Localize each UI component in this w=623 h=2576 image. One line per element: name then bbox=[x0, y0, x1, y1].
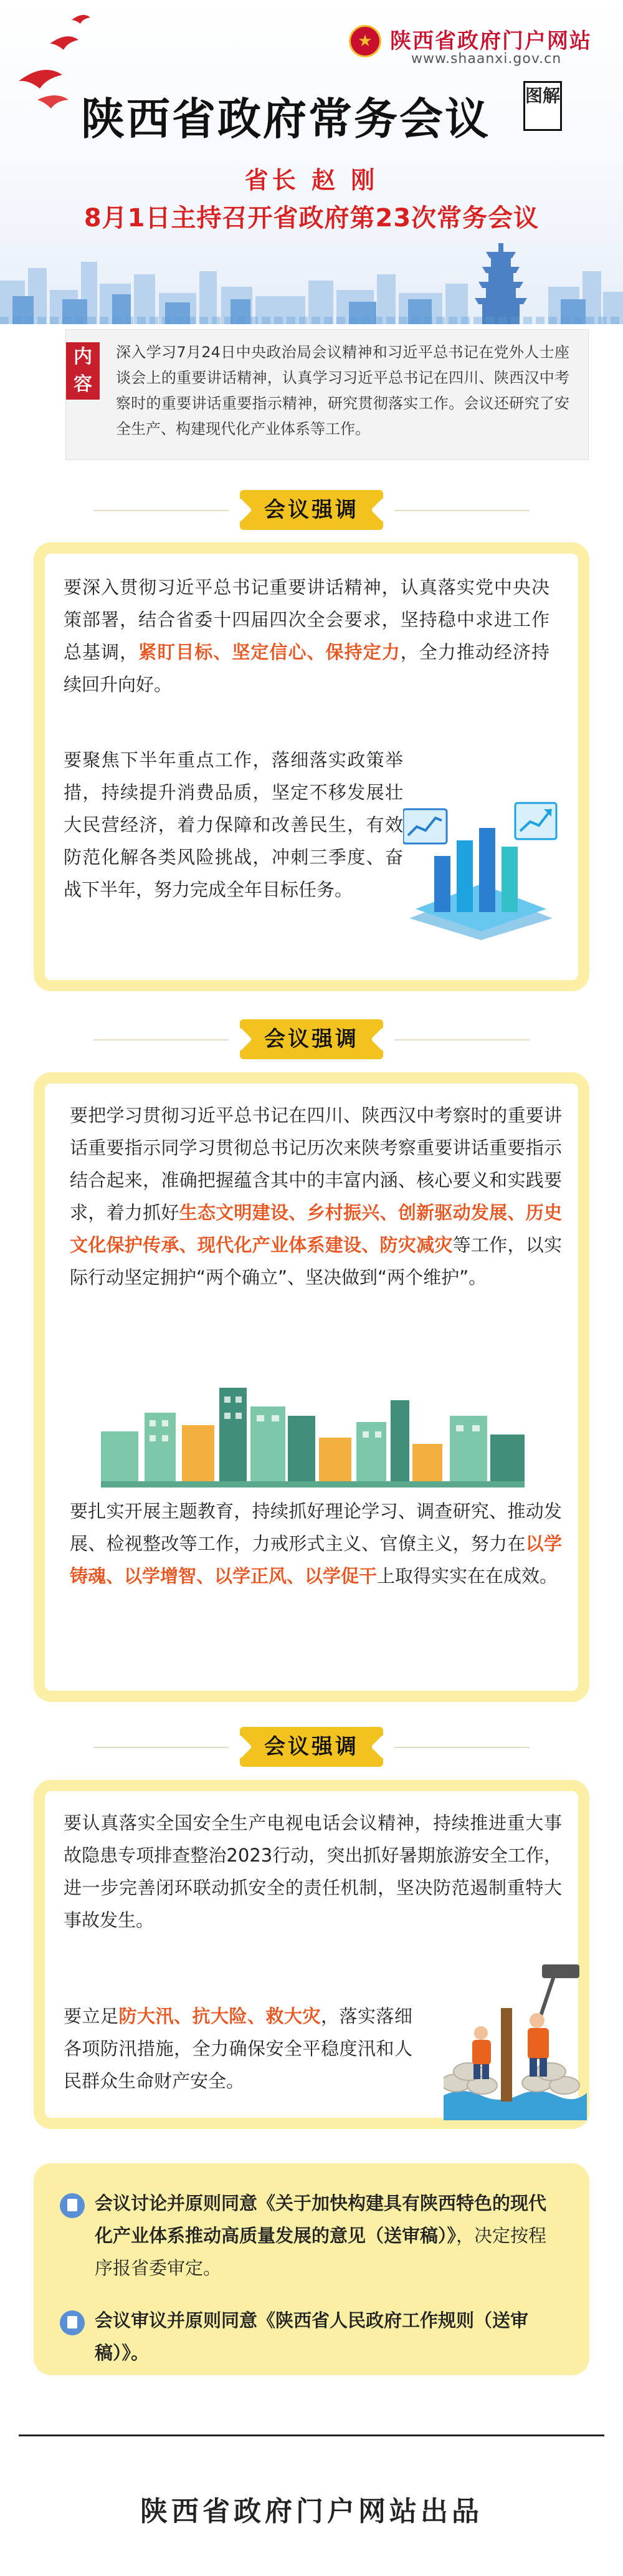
section-1-tag: 会议强调 bbox=[240, 490, 383, 530]
section-3-paragraph-2: 要立足防大汛、抗大险、救大灾，落实落细各项防汛措施，全力确保安全平稳度汛和人民群众生命财产安全。 bbox=[64, 2006, 412, 2092]
section-1-card bbox=[34, 542, 589, 991]
intro-box bbox=[65, 329, 589, 460]
site-url: www.shaanxi.gov.cn bbox=[411, 51, 562, 67]
highlight-text: 以学铸魂、以学增智、以学正风、以学促干 bbox=[70, 1533, 562, 1587]
section-1-paragraph-1: 要深入贯彻习近平总书记重要讲话精神，认真落实党中央决策部署，结合省委十四届四次全会要求，坚持稳中求进工作总基调，紧盯目标、坚定信心、保持定力，全力推动经济持续回升向好。 bbox=[64, 577, 549, 695]
header-banner bbox=[0, 0, 623, 324]
site-logo[interactable] bbox=[349, 24, 598, 67]
footer-divider bbox=[19, 2434, 604, 2436]
document-icon bbox=[60, 2193, 85, 2218]
flood-control-workers-illustration bbox=[444, 1958, 587, 2120]
decisions-box bbox=[34, 2163, 589, 2375]
footer-credit: 陕西省政府门户网站出品 bbox=[140, 2496, 483, 2527]
city-skyline-icon bbox=[0, 237, 623, 324]
intro-label: 内容 bbox=[66, 342, 100, 400]
site-name: 陕西省政府门户网站 bbox=[390, 29, 592, 54]
highlight-text: 紧盯目标、坚定信心、保持定力 bbox=[138, 642, 401, 663]
decorative-divider bbox=[0, 317, 623, 324]
intro-text: 深入学习7月24日中央政治局会议精神和习近平总书记在党外人士座谈会上的重要讲话精神，认真学习习近平总书记在四川、陕西汉中考察时的重要讲话重要指示精神，研究贯彻落实工作。会议还研究了安全生产、构建现代化产业体系等工作。 bbox=[116, 344, 569, 438]
section-2-paragraph-1: 要把学习贯彻习近平总书记在四川、陕西汉中考察时的重要讲话重要指示同学习贯彻总书记历次来陕考察重要讲话重要指示结合起来，准确把握蕴含其中的丰富内涵、核心要义和实践要求，着力抓好生态文明建设、乡村振兴、创新驱动发展、历史文化保护传承、现代化产业体系建设、防灾减灾等工作，以实际行动坚定拥护“两个确立”、坚决做到“两个维护”。 bbox=[70, 1105, 562, 1288]
page-title: 陕西省政府常务会议 bbox=[81, 94, 490, 145]
data-analytics-illustration bbox=[403, 797, 559, 940]
section-2-paragraph-2: 要扎实开展主题教育，持续抓好理论学习、调查研究、推动发展、检视整改等工作，力戒形式主义、官僚主义，努力在以学铸魂、以学增智、以学正风、以学促干上取得实实在在成效。 bbox=[70, 1501, 562, 1587]
section-3-tag: 会议强调 bbox=[240, 1727, 383, 1767]
decision-item-2: 会议审议并原则同意《陕西省人民政府工作规则（送审稿）》。 bbox=[95, 2310, 529, 2363]
infographic-badge: 图解 bbox=[523, 81, 562, 131]
decision-item-1: 会议讨论并原则同意《关于加快构建具有陕西特色的现代化产业体系推动高质量发展的意见（送审稿）》，决定按程序报省委审定。 bbox=[95, 2193, 547, 2279]
section-1-paragraph-2: 要聚焦下半年重点工作，落细落实政策举措，持续提升消费品质，坚定不移发展壮大民营经济，着力保障和改善民生，有效防范化解各类风险挑战，冲刺三季度、奋战下半年，努力完成全年目标任务。 bbox=[64, 749, 403, 900]
document-icon bbox=[60, 2310, 85, 2335]
section-3-paragraph-1: 要认真落实全国安全生产电视电话会议精神，持续推进重大事故隐患专项排查整治2023行动，突出抓好暑期旅游安全工作，进一步完善闭环联动抓安全的责任机制，坚决防范遏制重特大事故发生。 bbox=[64, 1812, 562, 1931]
national-emblem-icon: ★ bbox=[349, 25, 381, 57]
governor-line: 省长 赵 刚 bbox=[244, 166, 379, 194]
section-2-card bbox=[34, 1072, 589, 1702]
city-buildings-illustration bbox=[101, 1388, 525, 1487]
highlight-text: 防大汛、抗大险、救大灾 bbox=[118, 2006, 321, 2027]
meeting-line: 8月1日主持召开省政府第23次常务会议 bbox=[83, 204, 540, 233]
highlight-text: 生态文明建设、乡村振兴、创新驱动发展、历史文化保护传承、现代化产业体系建设、防灾减灾 bbox=[70, 1202, 562, 1256]
section-2-tag: 会议强调 bbox=[240, 1019, 383, 1059]
section-3-card bbox=[34, 1780, 589, 2129]
